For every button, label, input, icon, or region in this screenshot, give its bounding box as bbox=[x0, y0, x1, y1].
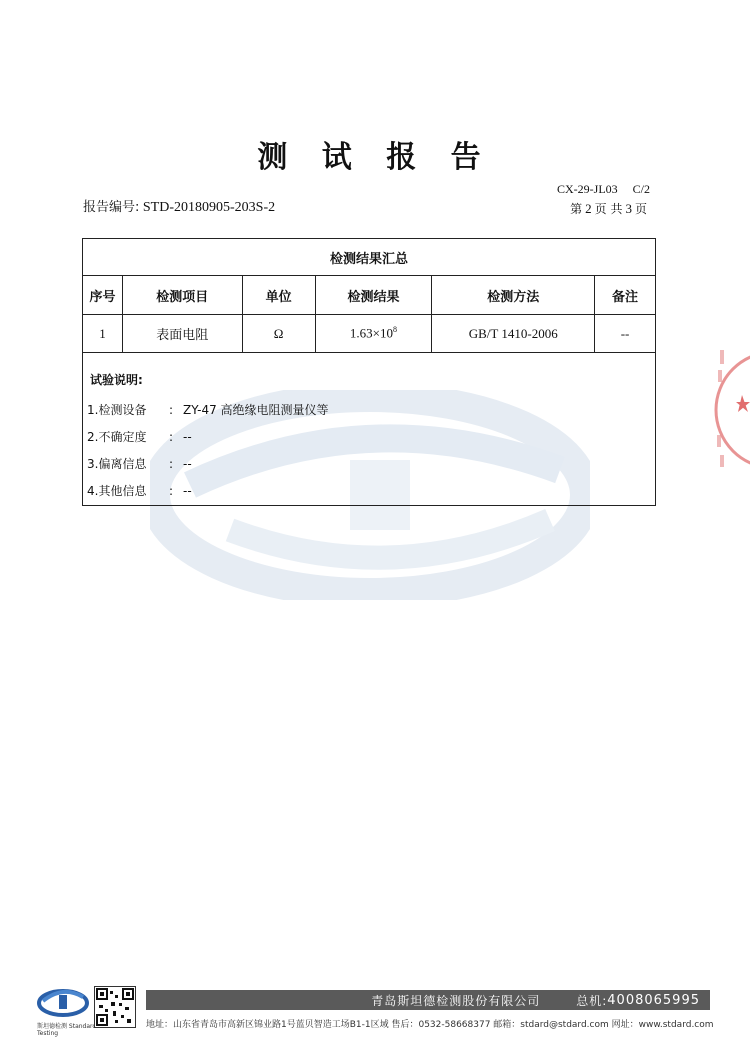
report-number bbox=[83, 196, 275, 216]
page-total: 3 bbox=[625, 201, 632, 216]
page-info: 第 2 页 共 3 页 bbox=[570, 201, 647, 216]
col-header-unit: 单位 bbox=[242, 276, 315, 315]
col-header-no: 序号 bbox=[83, 276, 123, 315]
document-info bbox=[557, 180, 650, 219]
table-header-row bbox=[83, 276, 656, 315]
footer-hotline-label: 总机: bbox=[576, 993, 608, 1008]
note-item: 3.偏离信息 : -- bbox=[87, 456, 192, 471]
col-header-result: 检测结果 bbox=[315, 276, 432, 315]
notes-title: 试验说明: bbox=[90, 373, 143, 387]
cell-remark: -- bbox=[595, 315, 656, 353]
doc-code: CX-29-JL03 bbox=[556, 182, 618, 196]
note-item: 1.检测设备 : ZY-47 高绝缘电阻测量仪等 bbox=[87, 402, 329, 417]
col-header-method: 检测方法 bbox=[432, 276, 595, 315]
footer-bar bbox=[146, 990, 710, 1010]
footer-hotline: 4008065995 bbox=[607, 992, 700, 1008]
col-header-item: 检测项目 bbox=[122, 276, 242, 315]
seal-stamp-icon bbox=[712, 340, 750, 480]
note-item: 4.其他信息 : -- bbox=[87, 483, 192, 498]
table-row bbox=[83, 315, 656, 353]
table-title: 检测结果汇总 bbox=[83, 239, 656, 276]
page-title: 测 试 报 告 bbox=[257, 140, 493, 175]
logo-caption: 斯坦德检测 Standard Testing bbox=[37, 1023, 97, 1037]
note-item: 2.不确定度 : -- bbox=[87, 429, 192, 444]
notes-section bbox=[83, 353, 656, 506]
qr-code-icon bbox=[94, 986, 136, 1028]
report-number-label: 报告编号: bbox=[83, 200, 140, 215]
cell-result: $1.63\times 10^8$ bbox=[315, 315, 432, 353]
cell-no: 1 bbox=[83, 315, 123, 353]
report-number-value: STD-20180905-203S-2 bbox=[142, 200, 276, 215]
footer-address: 地址：山东省青岛市高新区锦业路1号蓝贝智造工场B1-1区域 售后：0532-58668377 邮箱：stdard@stdard.com 网址：www.stdard.com bbox=[146, 1020, 714, 1030]
cell-unit: Ω bbox=[242, 315, 315, 353]
results-table bbox=[82, 238, 656, 506]
revision: C/2 bbox=[632, 182, 650, 196]
col-header-remark: 备注 bbox=[595, 276, 656, 315]
page-current: 2 bbox=[585, 201, 592, 216]
cell-method: GB/T 1410-2006 bbox=[432, 315, 595, 353]
cell-item: 表面电阻 bbox=[122, 315, 242, 353]
footer-company: 青岛斯坦德检测股份有限公司 bbox=[371, 993, 541, 1008]
